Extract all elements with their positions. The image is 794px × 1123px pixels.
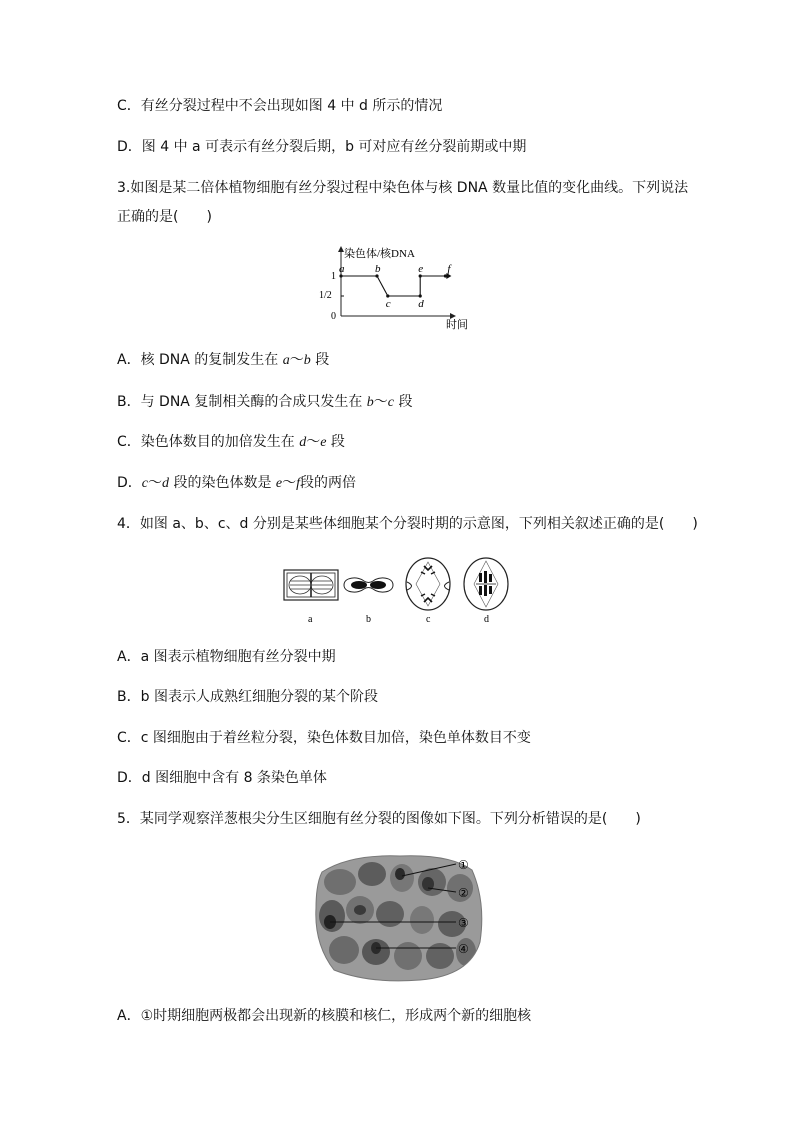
tick-label-0: 0: [331, 311, 336, 322]
q3-a-text: A．核 DNA 的复制发生在: [117, 352, 283, 368]
q3-a-var1: a: [282, 353, 290, 368]
q3-option-b: [117, 392, 412, 413]
q4-option-d: D．d 图细胞中含有 8 条染色单体: [117, 770, 327, 786]
tick-label-half: 1/2: [319, 290, 332, 301]
q3-b-text: B．与 DNA 复制相关酶的合成只发生在: [117, 394, 367, 410]
cell-label-d: d: [484, 614, 489, 625]
cell-b: [344, 578, 393, 592]
cell-label-b: b: [366, 614, 371, 625]
callout-2: ②: [458, 886, 469, 900]
point-label-f: f: [447, 263, 451, 275]
q3-option-c: [117, 432, 345, 453]
q4-option-a: A．a 图表示植物细胞有丝分裂中期: [117, 649, 336, 665]
q3-b-var1: b: [366, 395, 374, 410]
q3-d-tail: 段的两倍: [300, 475, 357, 491]
q3-c-var1: d: [299, 435, 307, 450]
q3-c-var2: e: [320, 435, 327, 450]
q3-c-tail: 段: [326, 434, 345, 450]
callout-3: ③: [458, 916, 469, 930]
chart-xlabel: 时间: [446, 319, 468, 331]
option-d-prev: D．图 4 中 a 可表示有丝分裂后期，b 可对应有丝分裂前期或中期: [117, 139, 527, 155]
point-label-b: b: [375, 263, 381, 275]
option-c-prev: C．有丝分裂过程中不会出现如图 4 中 d 所示的情况: [117, 98, 443, 114]
q3-d-tilde2: ～: [282, 475, 297, 491]
q3-d-mid: 段的染色体数是: [169, 475, 276, 491]
q3-option-d: [117, 473, 356, 494]
chart-series: [339, 263, 452, 310]
q4-stem: 4．如图 a、b、c、d 分别是某些体细胞某个分裂时期的示意图，下列相关叙述正确的是( ): [117, 516, 698, 532]
point-label-e: e: [418, 263, 424, 275]
q3-option-a: [117, 350, 329, 371]
q3-a-tilde: ～: [289, 352, 304, 368]
q3-b-tilde: ～: [373, 394, 388, 410]
q3-b-tail: 段: [394, 394, 413, 410]
cell-a: [284, 570, 338, 600]
tick-label-1: 1: [331, 271, 336, 282]
q3-c-tilde: ～: [306, 434, 321, 450]
q3-stem-line2: 正确的是( ): [117, 209, 212, 225]
q3-chart: [318, 244, 468, 334]
q5-option-a: A．①时期细胞两极都会出现新的核膜和核仁，形成两个新的细胞核: [117, 1008, 532, 1024]
cell-c: [406, 558, 450, 610]
q3-d-var4: f: [296, 476, 301, 491]
micrograph-cells: [319, 862, 476, 970]
cell-label-c: c: [426, 614, 431, 625]
q3-d-text: D．: [117, 475, 142, 491]
q3-a-var2: b: [303, 353, 311, 368]
q4-cell-figure: [280, 556, 520, 626]
q5-micrograph: [310, 852, 490, 984]
q3-b-var2: c: [387, 395, 395, 410]
cell-d: [464, 558, 508, 610]
point-label-c: c: [385, 298, 391, 310]
point-label-d: d: [418, 298, 424, 310]
q5-stem: 5．某同学观察洋葱根尖分生区细胞有丝分裂的图像如下图。下列分析错误的是( ): [117, 811, 641, 827]
q3-a-tail: 段: [310, 352, 330, 368]
callout-1: ①: [458, 858, 469, 872]
q4-option-c: C．c 图细胞由于着丝粒分裂，染色体数目加倍，染色单体数目不变: [117, 730, 531, 746]
point-label-a: a: [339, 263, 345, 275]
cell-label-a: a: [308, 614, 313, 625]
q3-d-var2: d: [162, 476, 169, 491]
callout-4: ④: [458, 942, 469, 956]
q3-d-var3: e: [275, 476, 283, 491]
q3-c-text: C．染色体数目的加倍发生在: [117, 434, 300, 450]
q3-d-tilde1: ～: [148, 475, 162, 491]
q4-option-b: B．b 图表示人成熟红细胞分裂的某个阶段: [117, 689, 378, 705]
q3-d-var1: c: [141, 476, 148, 491]
q3-stem-line1: 3.如图是某二倍体植物细胞有丝分裂过程中染色体与核 DNA 数量比值的变化曲线。下列说法: [117, 180, 689, 196]
series-line: [341, 276, 445, 296]
chart-ylabel: 染色体/核DNA: [344, 248, 415, 260]
